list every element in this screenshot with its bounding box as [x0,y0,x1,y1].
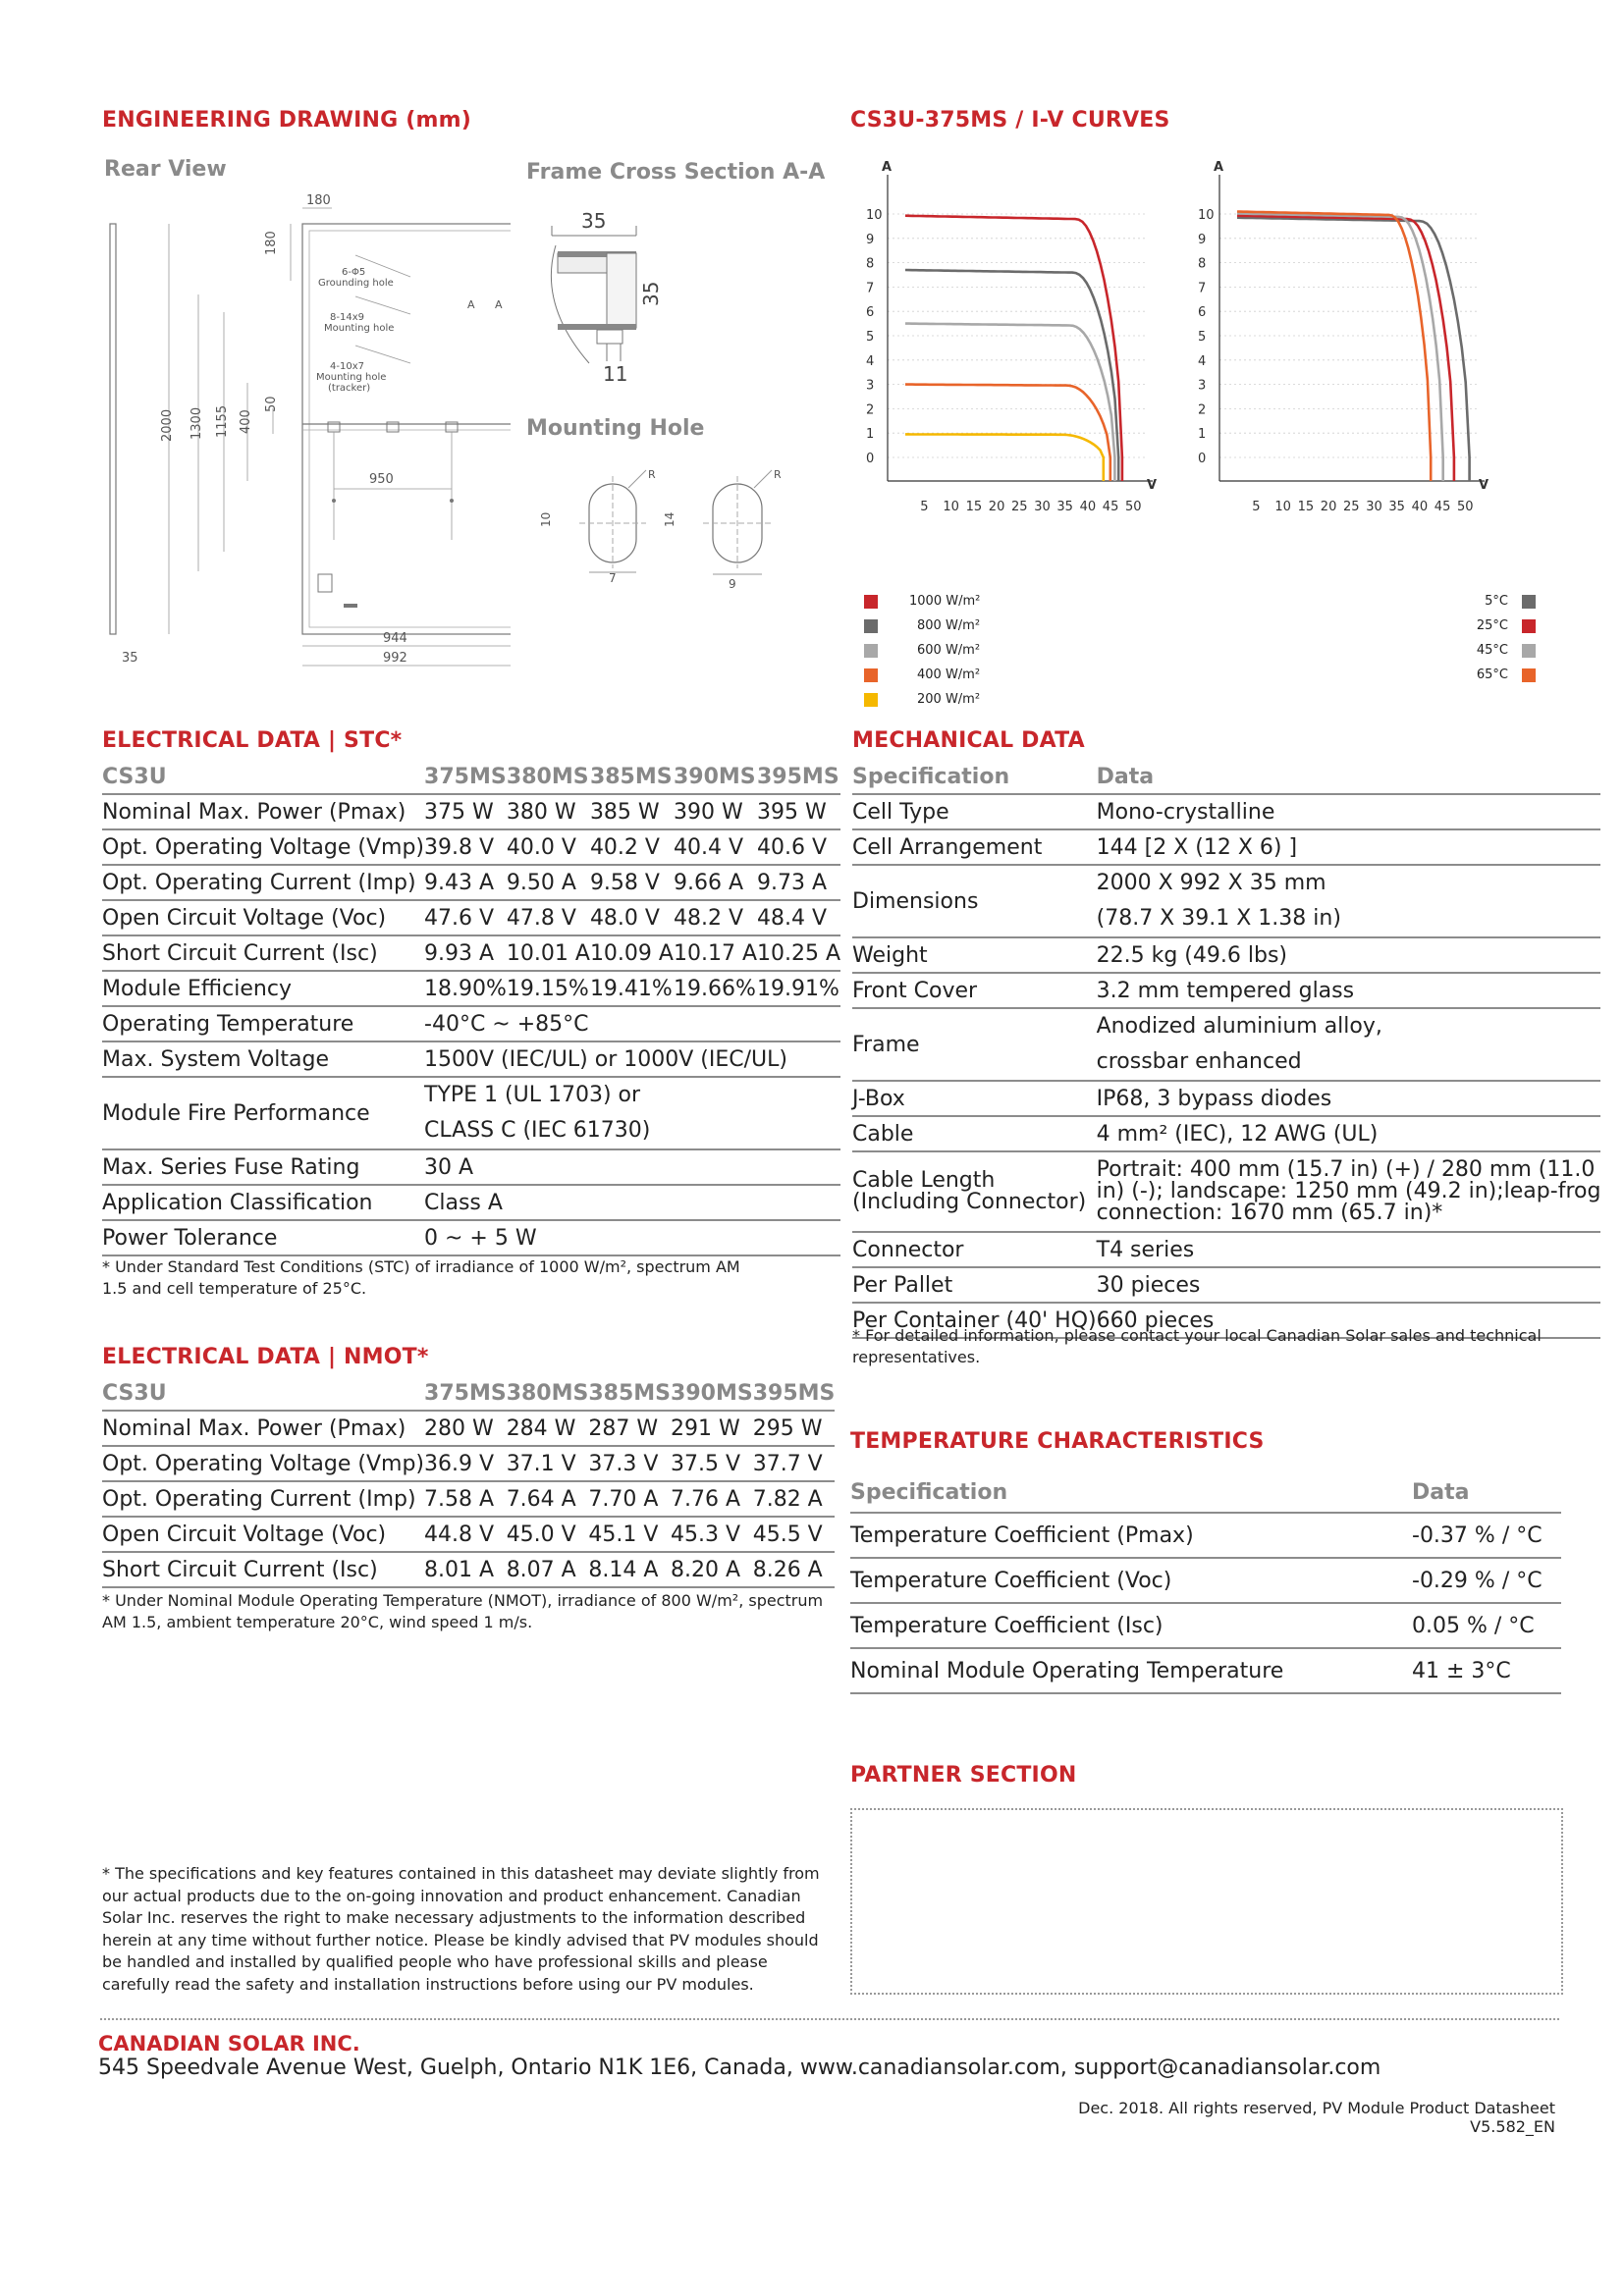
mounting-label: Mounting hole [324,323,395,334]
cross-35-height: 35 [639,281,663,306]
x-tick-label: 50 [1125,500,1142,514]
table-row: Opt. Operating Current (Imp) 9.43 A 9.50 A 9.58 V 9.66 A 9.73 A [102,865,840,900]
table-row: Per Pallet 30 pieces [852,1267,1600,1303]
table-row: Cable Length (Including Connector) Portrait: 400 mm (15.7 in) (+) / 280 mm (11.0 in) (-); landscape: 1250 mm (49.2 in);leap-frog connection: 1670 mm (65.7 in)* [852,1151,1600,1232]
legend-5c: 5°C [1459,594,1536,609]
x-tick-label: 40 [1079,500,1097,514]
table-row: Nominal Max. Power (Pmax) 375 W 380 W 385 W 390 W 395 W [102,794,840,829]
table-row: Cell Type Mono-crystalline [852,794,1600,829]
partner-box [850,1808,1563,1995]
table-row: Opt. Operating Voltage (Vmp) 39.8 V 40.0 V 40.2 V 40.4 V 40.6 V [102,829,840,865]
temp-table [850,1472,1561,1694]
table-row: Per Container (40' HQ) 660 pieces [852,1303,1600,1338]
y-tick-label: 0 [866,452,875,466]
mh-14: 14 [663,511,677,527]
table-row: Open Circuit Voltage (Voc) 44.8 V 45.0 V 45.1 V 45.3 V 45.5 V [102,1517,835,1552]
stc-note: * Under Standard Test Conditions (STC) of irradiance of 1000 W/m², spectrum AM 1.5 and cell temperature of 25°C. [102,1257,740,1298]
x-tick-label: 30 [1366,500,1382,514]
company-address: 545 Speedvale Avenue West, Guelph, Ontario N1K 1E6, Canada, www.canadiansolar.com, support@canadiansolar.com [98,2056,1381,2080]
x-tick-label: 25 [1011,500,1028,514]
grounding-spec: 6-Φ5 [342,267,366,278]
iv-charts [846,145,1534,558]
y-tick-label: 4 [1198,353,1207,369]
x-tick-label: 40 [1411,500,1429,514]
y-tick-label: 6 [866,305,875,321]
dim-180-top: 180 [306,193,331,208]
table-row: Connector T4 series [852,1232,1600,1267]
x-tick-label: 30 [1034,500,1051,514]
mh-10: 10 [539,511,553,527]
table-row: Cable 4 mm² (IEC), 12 AWG (UL) [852,1116,1600,1151]
y-tick-label: 7 [1198,281,1207,296]
dim-944: 944 [383,631,407,646]
footer-divider [100,2018,1559,2020]
mech-table [852,760,1600,1339]
frame-cross-drawing [530,196,727,393]
dim-180-side: 180 [264,231,279,255]
mounting-hole-label: Mounting Hole [526,416,705,441]
disclaimer: * The specifications and key features contained in this datasheet may deviate slightly from our actual products due to the on-going innovation and product enhancement. Canadian Solar Inc. reserves the right to make necessary adjustments to the information described herein at any time without further notice. Please be kindly advised that PV modules should be handled and installed by qualified people who have professional skills and please carefully read the safety and installation instructions before using our PV modules. [102,1864,820,1994]
table-row: Short Circuit Current (Isc) 9.93 A 10.01 A 10.09 A 10.17 A 10.25 A [102,935,840,971]
temp-title: TEMPERATURE CHARACTERISTICS [850,1429,1265,1454]
tracker-spec: 4-10x7 [330,361,364,372]
table-row: Module Fire Performance TYPE 1 (UL 1703) or CLASS C (IEC 61730) [102,1077,840,1149]
mounting-hole-drawing [530,466,795,594]
y-tick-label: 4 [866,353,875,369]
table-row: Max. System Voltage 1500V (IEC/UL) or 1000V (IEC/UL) [102,1041,840,1077]
x-tick-label: 45 [1102,500,1119,514]
mh-7: 7 [609,571,617,585]
legend-swatch-orange [864,668,878,682]
x-tick-label: 45 [1434,500,1451,514]
table-row: Frame Anodized aluminium alloy, crossbar enhanced [852,1008,1600,1081]
table-row: Temperature Coefficient (Pmax) -0.37 % / °C [850,1513,1561,1558]
table-row: Front Cover 3.2 mm tempered glass [852,973,1600,1008]
legend-25c: 25°C [1459,618,1536,633]
cross-11: 11 [603,362,628,386]
y-tick-label: 8 [1198,256,1207,272]
engineering-title: ENGINEERING DRAWING (mm) [102,108,471,133]
table-row: Opt. Operating Current (Imp) 7.58 A 7.64 A 7.70 A 7.76 A 7.82 A [102,1481,835,1517]
mh-9: 9 [729,577,736,591]
table-row: Max. Series Fuse Rating 30 A [102,1149,840,1185]
table-row: Operating Temperature -40°C ~ +85°C [102,1006,840,1041]
x-tick-label: 10 [1274,500,1291,514]
y-tick-label: 3 [1198,378,1207,394]
legend-400: 400 W/m² [864,667,980,682]
table-row: Open Circuit Voltage (Voc) 47.6 V 47.8 V 48.0 V 48.2 V 48.4 V [102,900,840,935]
mech-title: MECHANICAL DATA [852,728,1085,753]
y-tick-label: 0 [1198,452,1207,466]
table-row: Weight 22.5 kg (49.6 lbs) [852,937,1600,973]
y-tick-label: 6 [1198,305,1207,321]
legend-swatch-dgray [864,619,878,633]
y-axis-label: A [1214,160,1224,175]
x-tick-label: 50 [1457,500,1474,514]
y-tick-label: 5 [866,330,875,345]
dim-950: 950 [369,472,394,487]
y-tick-label: 1 [866,427,875,443]
table-row: Nominal Max. Power (Pmax) 280 W 284 W 287 W 291 W 295 W [102,1411,835,1446]
x-tick-label: 35 [1388,500,1405,514]
dim-1155: 1155 [215,404,230,438]
x-tick-label: 20 [1320,500,1337,514]
y-axis-label: A [882,160,893,175]
grounding-label: Grounding hole [318,278,394,289]
x-axis-label: V [1147,478,1158,493]
rights-notice: Dec. 2018. All rights reserved, PV Module Product Datasheet V5.582_EN [1078,2099,1555,2136]
legend-swatch-lgray [864,644,878,658]
nmot-note: * Under Nominal Module Operating Temperature (NMOT), irradiance of 800 W/m², spectrum AM 1.5, ambient temperature 20°C, wind speed 1 m/s. [102,1591,824,1631]
legend-1000: 1000 W/m² [864,594,980,609]
x-tick-label: 15 [965,500,983,514]
table-row: Short Circuit Current (Isc) 8.01 A 8.07 A 8.14 A 8.20 A 8.26 A [102,1552,835,1587]
y-tick-label: 3 [866,378,875,394]
iv-title: CS3U-375MS / I-V CURVES [850,108,1170,133]
dim-2000: 2000 [160,408,175,442]
stc-header-row: CS3U 375MS 380MS 385MS 390MS 395MS [102,760,840,794]
y-tick-label: 10 [866,208,883,223]
tracker-label2: (tracker) [328,383,371,394]
mech-header-row: Specification Data [852,760,1600,794]
x-tick-label: 35 [1056,500,1073,514]
y-tick-label: 9 [866,232,875,247]
dim-50: 50 [264,396,279,412]
iv-curve-65C [1237,212,1431,482]
frame-cross-label: Frame Cross Section A-A [526,160,826,185]
section-a-left: A [467,298,475,311]
nmot-title: ELECTRICAL DATA | NMOT* [102,1345,429,1369]
table-row: Opt. Operating Voltage (Vmp) 36.9 V 37.1 V 37.3 V 37.5 V 37.7 V [102,1446,835,1481]
legend-65c: 65°C [1459,667,1536,682]
dim-400: 400 [239,409,253,434]
table-row: Module Efficiency 18.90% 19.15% 19.41% 19.66% 19.91% [102,971,840,1006]
temp-header-row: Specification Data [850,1472,1561,1513]
y-tick-label: 2 [1198,402,1207,418]
legend-200: 200 W/m² [864,692,980,707]
x-tick-label: 10 [943,500,959,514]
iv-curve-400Wm [905,385,1110,481]
table-row: Power Tolerance 0 ~ + 5 W [102,1220,840,1255]
stc-title: ELECTRICAL DATA | STC* [102,728,403,753]
legend-swatch-yellow [864,693,878,707]
x-tick-label: 20 [988,500,1005,514]
legend-45c: 45°C [1459,643,1536,658]
mech-note: * For detailed information, please contact your local Canadian Solar sales and technical representatives. [852,1326,1542,1366]
legend-swatch-red [864,595,878,609]
rear-view-label: Rear View [104,157,227,182]
mh-r2: R [774,468,782,481]
dim-35: 35 [122,651,138,666]
table-row: Cell Arrangement 144 [2 X (12 X 6) ] [852,829,1600,865]
y-tick-label: 10 [1198,208,1215,223]
iv-curve-45C [1237,214,1443,482]
y-tick-label: 1 [1198,427,1207,443]
x-axis-label: V [1479,478,1489,493]
legend-800: 800 W/m² [864,618,980,633]
mh-r1: R [648,468,656,481]
iv-curve-200Wm [905,434,1104,481]
nmot-header-row: CS3U 375MS 380MS 385MS 390MS 395MS [102,1376,835,1411]
nmot-table [102,1376,835,1588]
table-row: Temperature Coefficient (Isc) 0.05 % / °C [850,1603,1561,1648]
y-tick-label: 9 [1198,232,1207,247]
x-tick-label: 25 [1343,500,1360,514]
dim-992: 992 [383,651,407,666]
table-row: J-Box IP68, 3 bypass diodes [852,1081,1600,1116]
dim-1300: 1300 [189,406,204,440]
section-a-right: A [495,298,503,311]
iv-curve-800Wm [905,270,1118,481]
table-row: Application Classification Class A [102,1185,840,1220]
x-tick-label: 5 [1252,500,1261,514]
tracker-label: Mounting hole [316,372,387,383]
mounting-spec: 8-14x9 [330,312,364,323]
y-tick-label: 7 [866,281,875,296]
table-row: Nominal Module Operating Temperature 41 ± 3°C [850,1648,1561,1693]
x-tick-label: 5 [920,500,929,514]
x-tick-label: 15 [1297,500,1315,514]
legend-600: 600 W/m² [864,643,980,658]
stc-table [102,760,840,1256]
y-tick-label: 2 [866,402,875,418]
table-row: Dimensions 2000 X 992 X 35 mm (78.7 X 39.1 X 1.38 in) [852,865,1600,937]
y-tick-label: 5 [1198,330,1207,345]
y-tick-label: 8 [866,256,875,272]
iv-curve-5C [1237,218,1470,481]
company-name: CANADIAN SOLAR INC. [98,2032,360,2056]
table-row: Temperature Coefficient (Voc) -0.29 % / °C [850,1558,1561,1603]
rear-view-drawing [98,187,511,677]
partner-title: PARTNER SECTION [850,1763,1077,1788]
cross-35-width: 35 [581,209,607,233]
